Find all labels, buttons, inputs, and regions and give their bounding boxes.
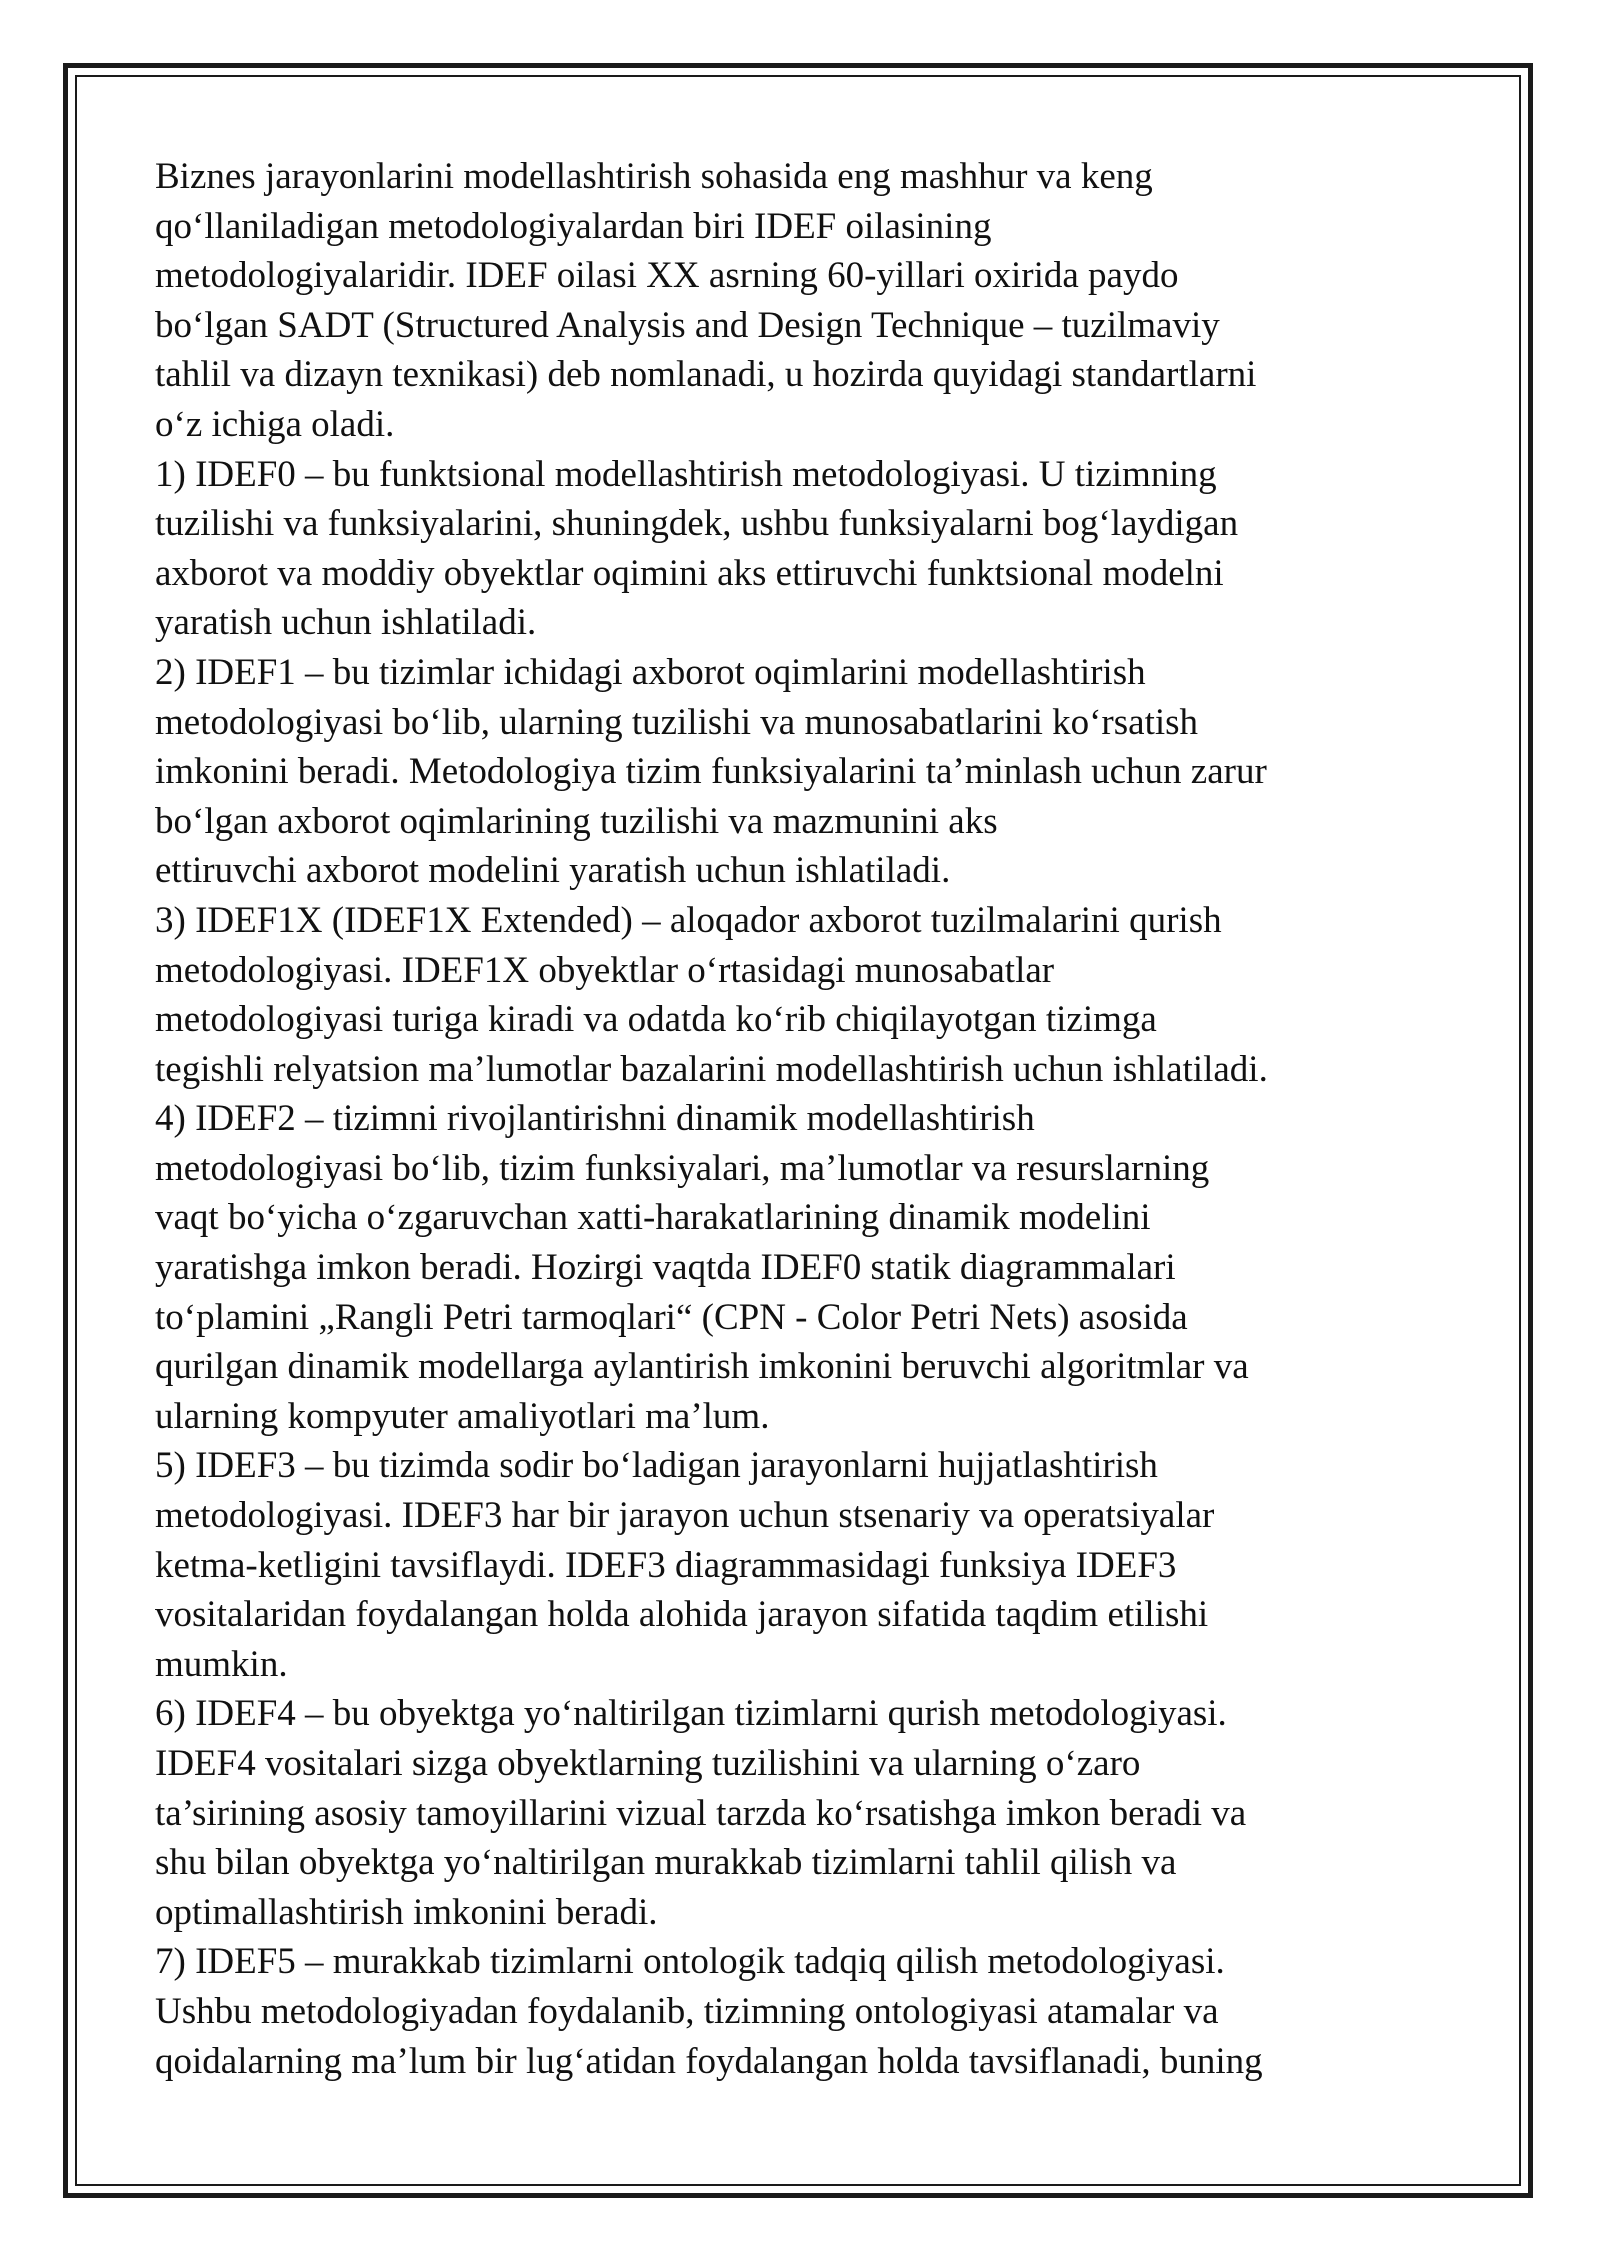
text-line: vositalaridan foydalangan holda alohida jarayon sifatida taqdim etilishi [155,1594,1209,1636]
text-line: tegishli relyatsion ma’lumotlar bazalarini modellashtirish uchun ishlatiladi. [155,1048,1268,1090]
text-line: IDEF4 vositalari sizga obyektlarning tuzilishini va ularning oʻzaro [155,1743,1141,1784]
text-line: ettiruvchi axborot modelini yaratish uchun ishlatiladi. [155,850,951,892]
text-line: metodologiyasi boʻlib, ularning tuzilishi va munosabatlarini koʻrsatish [155,701,1199,743]
text-line: vaqt boʻyicha oʻzgaruvchan xatti-harakatlarining dinamik modelini [155,1197,1151,1239]
text-line: metodologiyasi boʻlib, tizim funksiyalari, ma’lumotlar va resurslarning [155,1147,1210,1189]
text-line: ularning kompyuter amaliyotlari ma’lum. [155,1395,770,1437]
text-line: 7) IDEF5 – murakkab tizimlarni ontologik tadqiq qilish metodologiyasi. [155,1941,1225,1983]
text-line: mumkin. [155,1643,288,1685]
text-line: oʻz ichiga oladi. [155,403,395,445]
text-line: 5) IDEF3 – bu tizimda sodir boʻladigan jarayonlarni hujjatlashtirish [155,1445,1158,1487]
text-line: 1) IDEF0 – bu funktsional modellashtirish metodologiyasi. U tizimning [155,453,1217,495]
text-line: 3) IDEF1X (IDEF1X Extended) – aloqador axborot tuzilmalarini qurish [155,899,1222,941]
text-line: ta’sirining asosiy tamoyillarini vizual tarzda koʻrsatishga imkon beradi va [155,1792,1247,1834]
text-line: axborot va moddiy obyektlar oqimini aks ettiruvchi funktsional modelni [155,552,1224,594]
text-line: 2) IDEF1 – bu tizimlar ichidagi axborot oqimlarini modellashtirish [155,651,1146,693]
text-line: boʻlgan SADT (Structured Analysis and Design Technique – tuzilmaviy [155,304,1220,346]
text-line: imkonini beradi. Metodologiya tizim funksiyalarini ta’minlash uchun zarur [155,751,1267,793]
text-line: metodologiyasi. IDEF1X obyektlar oʻrtasidagi munosabatlar [155,949,1055,991]
text-line: boʻlgan axborot oqimlarining tuzilishi va mazmunini aks [155,800,998,842]
text-line: toʻplamini „Rangli Petri tarmoqlari“ (CPN - Color Petri Nets) asosida [155,1296,1188,1338]
text-line: metodologiyasi. IDEF3 har bir jarayon uchun stsenariy va operatsiyalar [155,1495,1215,1537]
text-line: tuzilishi va funksiyalarini, shuningdek, ushbu funksiyalarni bogʻlaydigan [155,503,1239,545]
text-line: shu bilan obyektga yoʻnaltirilgan murakkab tizimlarni tahlil qilish va [155,1842,1177,1884]
text-line: ketma-ketligini tavsiflaydi. IDEF3 diagrammasidagi funksiya IDEF3 [155,1544,1177,1586]
document-body [155,152,1455,2086]
text-line: 4) IDEF2 – tizimni rivojlantirishni dinamik modellashtirish [155,1098,1035,1140]
text-line: qurilgan dinamik modellarga aylantirish imkonini beruvchi algoritmlar va [155,1346,1249,1388]
text-line: qoʻllaniladigan metodologiyalardan biri IDEF oilasining [155,205,992,247]
text-line: metodologiyalaridir. IDEF oilasi XX asrning 60-yillari oxirida paydo [155,255,1179,297]
text-line: optimallashtirish imkonini beradi. [155,1891,658,1933]
text-line: tahlil va dizayn texnikasi) deb nomlanadi, u hozirda quyidagi standartlarni [155,354,1257,396]
text-line: 6) IDEF4 – bu obyektga yoʻnaltirilgan tizimlarni qurish metodologiyasi. [155,1693,1227,1735]
text-line: Biznes jarayonlarini modellashtirish sohasida eng mashhur va keng [155,156,1153,197]
text-line: yaratish uchun ishlatiladi. [155,602,537,644]
text-line: qoidalarning ma’lum bir lugʻatidan foydalangan holda tavsiflanadi, buning [155,2040,1263,2082]
text-line: Ushbu metodologiyadan foydalanib, tizimning ontologiyasi atamalar va [155,1990,1219,2032]
text-line: yaratishga imkon beradi. Hozirgi vaqtda IDEF0 statik diagrammalari [155,1247,1176,1289]
text-line: metodologiyasi turiga kiradi va odatda koʻrib chiqilayotgan tizimga [155,999,1157,1041]
